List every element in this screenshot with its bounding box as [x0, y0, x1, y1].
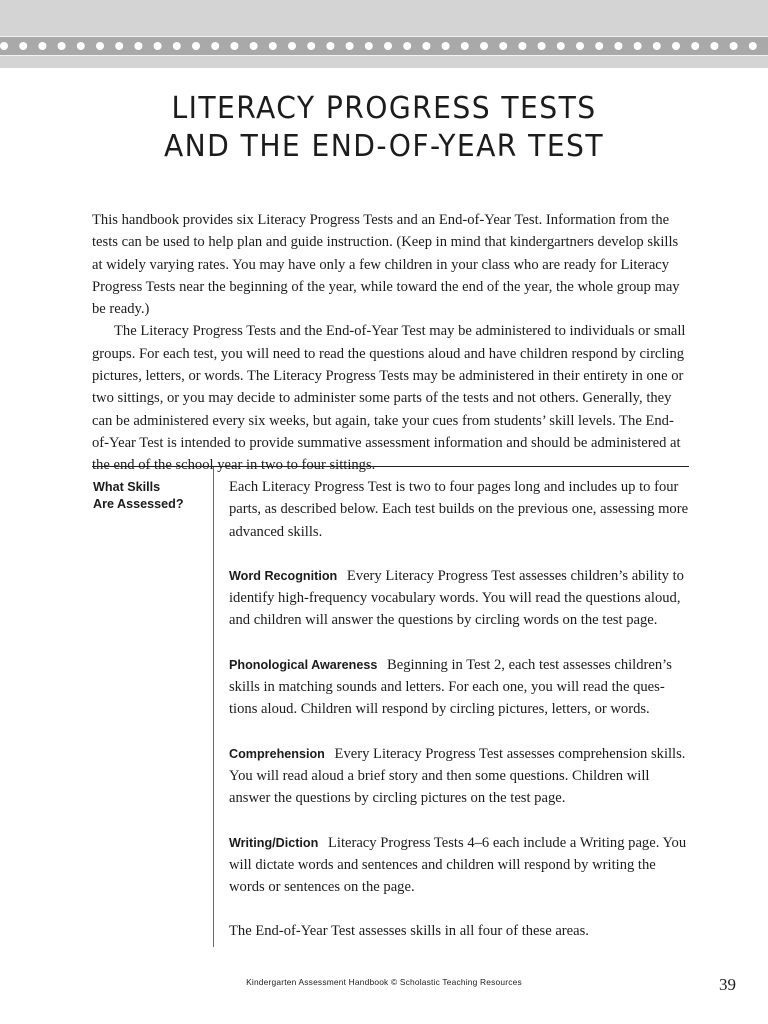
- decorative-dot: [134, 42, 142, 50]
- decorative-dot: [557, 42, 565, 50]
- skill-description: Every Literacy Progress Test assesses children’s ability to identify high-frequency vocabulary words. You will read the questions aloud, and children will answer the questions by circling words on the test page.: [229, 567, 684, 629]
- skill-name: Comprehension: [229, 746, 325, 761]
- sidehead-line-2: Are Assessed?: [93, 497, 184, 511]
- intro-paragraph-2: The Literacy Progress Tests and the End-of-Year Test may be administered to individuals or small groups. For each test, you will need to read the questions aloud and have children respond by circling pictures, letters, or words. The Literacy Progress Tests may be administered in their entirety in one or two sittings, or you may decide to administer some parts of the tests and not others. Generally, they can be administered every six weeks, but again, take your cues from students’ skill levels. The End-of-Year Test is intended to provide summative assessment information and should be administered at the end of the school year in two to four sittings.: [92, 323, 686, 474]
- decorative-dot: [538, 42, 546, 50]
- decorative-dot: [58, 42, 66, 50]
- decorative-dot: [0, 42, 8, 50]
- section-sidehead: [93, 479, 208, 513]
- decorative-dot: [672, 42, 680, 50]
- skill-name: Writing/Diction: [229, 835, 319, 850]
- decorative-dot: [653, 42, 661, 50]
- section-divider: [92, 466, 689, 467]
- decorative-dot: [595, 42, 603, 50]
- skill-item-phonological-awareness: [229, 654, 689, 721]
- decorative-dot: [115, 42, 123, 50]
- decorative-dot: [346, 42, 354, 50]
- decorative-dot: [384, 42, 392, 50]
- decorative-dot: [576, 42, 584, 50]
- decorative-dot: [730, 42, 738, 50]
- skills-closing: The End-of-Year Test assesses skills in all four of these areas.: [229, 923, 589, 940]
- decorative-dot: [614, 42, 622, 50]
- sidehead-line-1: What Skills: [93, 480, 161, 494]
- decorative-dot: [422, 42, 430, 50]
- decorative-dot: [518, 42, 526, 50]
- page-title-line-1: LITERACY PROGRESS TESTS: [171, 91, 597, 126]
- dot-pattern: [0, 37, 768, 55]
- skill-description: Literacy Progress Tests 4–6 each include a Writing page. You will dictate words and sentences and children will respond by writing the words or sentences on the page.: [229, 834, 687, 896]
- column-divider: [213, 467, 214, 947]
- decorative-dot: [192, 42, 200, 50]
- skill-name: Word Recognition: [229, 568, 338, 583]
- decorative-dot: [461, 42, 469, 50]
- footer-credit: Kindergarten Assessment Handbook © Scholastic Teaching Resources: [246, 977, 522, 987]
- skill-item-word-recognition: [229, 565, 689, 632]
- decorative-dot: [250, 42, 258, 50]
- skill-description: Beginning in Test 2, each test assesses children’s skills in matching sounds and letters. For each one, you will read the ques-tions aloud. Children will respond by circling pictures, letters, or words.: [229, 656, 672, 718]
- decorative-dot: [480, 42, 488, 50]
- skills-intro: Each Literacy Progress Test is two to four pages long and includes up to four parts, as described below. Each test builds on the previous one, assessing more advanced skills.: [229, 479, 689, 540]
- decorative-dot: [691, 42, 699, 50]
- decorative-dot: [19, 42, 27, 50]
- decorative-dot: [749, 42, 757, 50]
- page-title: [23, 90, 745, 166]
- decorative-dot: [288, 42, 296, 50]
- decorative-dot: [710, 42, 718, 50]
- page-number: 39: [719, 975, 736, 994]
- skill-description: Every Literacy Progress Test assesses comprehension skills. You will read aloud a brief story and then some questions. Children will answer the questions by circling pictures on the test page.: [229, 745, 686, 807]
- skills-column: [229, 476, 689, 965]
- decorative-dot: [154, 42, 162, 50]
- decorative-dot: [326, 42, 334, 50]
- intro-text: [92, 209, 689, 477]
- decorative-dot: [499, 42, 507, 50]
- decorative-dot: [230, 42, 238, 50]
- decorative-dot: [634, 42, 642, 50]
- decorative-dot: [269, 42, 277, 50]
- header-band: [0, 0, 768, 68]
- decorative-dot-strip: [0, 36, 768, 56]
- decorative-dot: [77, 42, 85, 50]
- decorative-dot: [96, 42, 104, 50]
- decorative-dot: [38, 42, 46, 50]
- skill-item-comprehension: [229, 743, 689, 810]
- intro-paragraph-1: This handbook provides six Literacy Progress Tests and an End-of-Year Test. Information from the tests can be used to help plan and guide instruction. (Keep in mind that kindergartners develop skills at widely varying rates. You may have only a few children in your class who are ready for Literacy Progress Tests near the beginning of the year, while toward the end of the year, the whole group may be ready.): [92, 212, 680, 318]
- decorative-dot: [173, 42, 181, 50]
- decorative-dot: [211, 42, 219, 50]
- page-title-line-2: AND THE END-OF-YEAR TEST: [163, 129, 605, 164]
- decorative-dot: [442, 42, 450, 50]
- skill-item-writing-diction: [229, 832, 689, 899]
- skill-name: Phonological Awareness: [229, 657, 378, 672]
- decorative-dot: [403, 42, 411, 50]
- decorative-dot: [307, 42, 315, 50]
- decorative-dot: [365, 42, 373, 50]
